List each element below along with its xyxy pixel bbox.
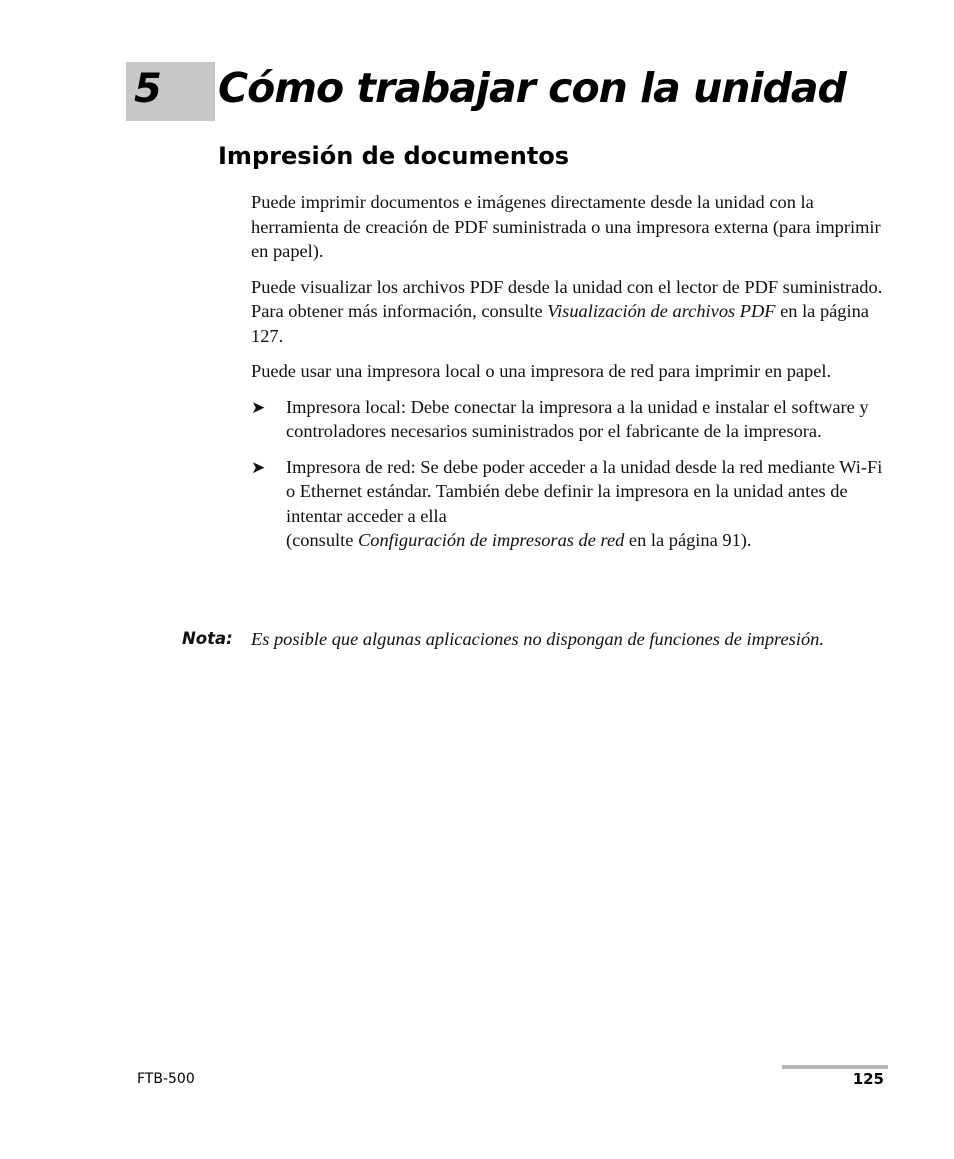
arrow-bullet-icon: ➤ [251, 397, 266, 418]
bullet-item-network-printer: ➤ Impresora de red: Se debe poder acceder a la unidad desde la red mediante Wi-Fi o Ethernet estándar. También debe definir la impresora en la unidad antes de intentar acceder a ella (consulte Configuración de impresoras de red en la página 91). [251, 456, 883, 550]
chapter-title: Cómo trabajar con la unidad [218, 64, 846, 112]
chapter-number: 5 [134, 66, 162, 112]
note-label: Nota: [182, 629, 233, 648]
footer-product-name: FTB-500 [137, 1071, 195, 1087]
section-title: Impresión de documentos [218, 142, 570, 170]
bullet-text: Impresora de red: Se debe poder acceder a la unidad desde la red mediante Wi-Fi o Ethernet estándar. También debe definir la impresora en la unidad antes de intentar acceder a ella [286, 456, 883, 526]
note-text: Es posible que algunas aplicaciones no dispongan de funciones de impresión. [251, 629, 824, 649]
paragraph-3: Puede usar una impresora local o una impresora de red para imprimir en papel. [251, 361, 832, 381]
chapter-number-box [126, 62, 215, 121]
note-block [182, 627, 882, 652]
page-number: 125 [852, 1070, 884, 1088]
paragraph-1: Puede imprimir documentos e imágenes directamente desde la unidad con la herramienta de creación de PDF suministrada o una impresora externa (para imprimir en papel). [251, 192, 881, 261]
paragraph-2: Puede visualizar los archivos PDF desde la unidad con el lector de PDF suministrado. Para obtener más información, consulte Visualización de archivos PDF en la página 127. [251, 276, 883, 346]
bullet-item-local-printer [251, 395, 891, 444]
cross-reference-link[interactable]: Visualización de archivos PDF [547, 301, 776, 321]
section-body [251, 190, 891, 564]
cross-reference-link[interactable]: Configuración de impresoras de red [358, 530, 625, 550]
arrow-bullet-icon: ➤ [251, 457, 266, 478]
bullet-text: Impresora local: Debe conectar la impresora a la unidad e instalar el software y controladores necesarios suministrados por el fabricante de la impresora. [286, 396, 869, 441]
footer-rule [782, 1065, 888, 1069]
